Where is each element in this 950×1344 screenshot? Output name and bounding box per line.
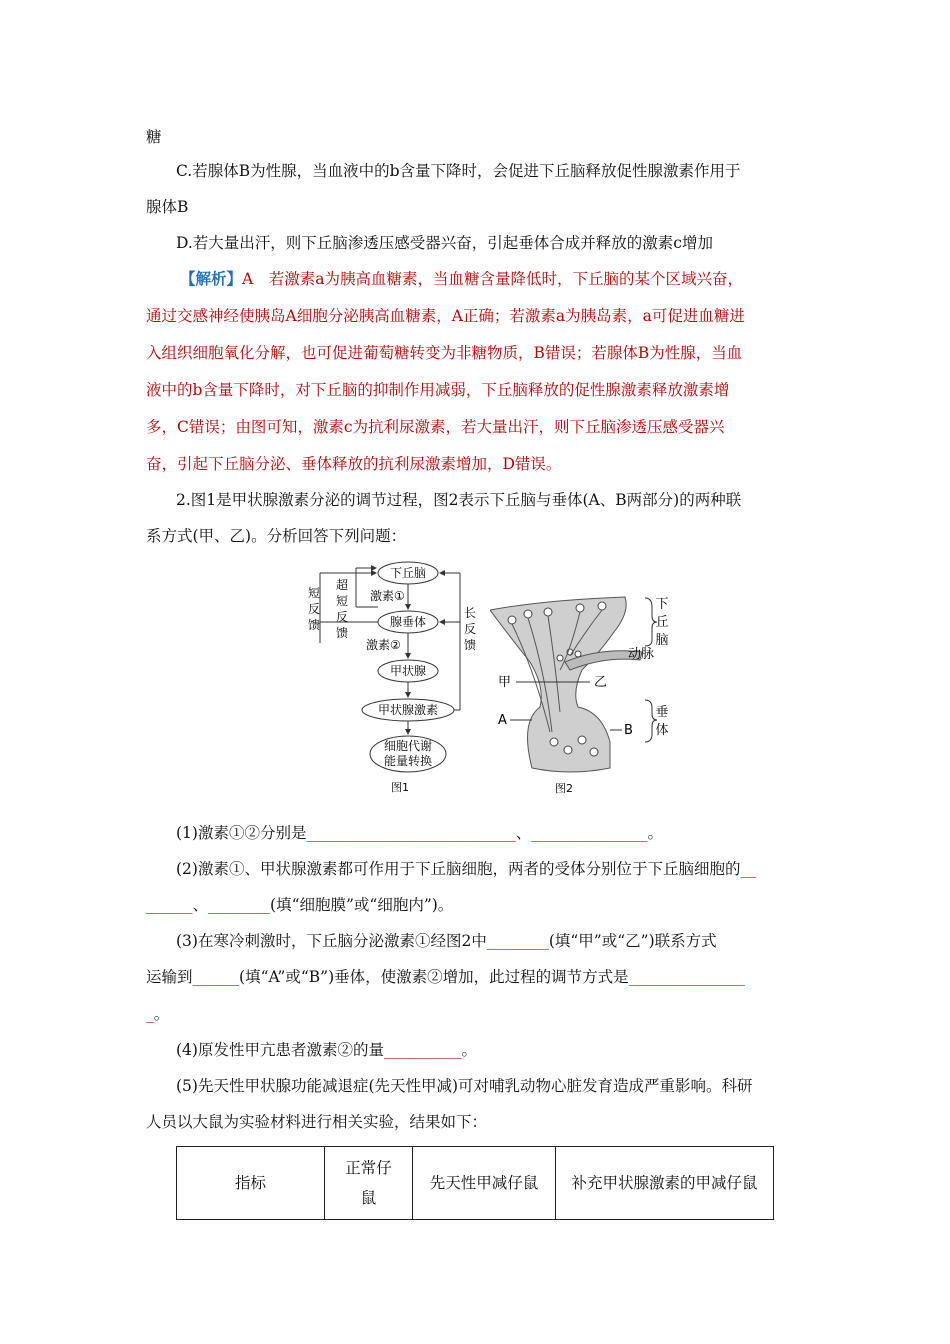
punctuation: 。	[647, 824, 663, 842]
question-text: 系方式(甲、乙)。分析回答下列问题：	[146, 527, 407, 545]
label-pit-2: 体	[655, 723, 669, 738]
label-ultra-fb-4: 馈	[335, 626, 349, 640]
label-short-fb-1: 短	[307, 586, 321, 600]
sub-question-text: (填“A”或“B”)垂体，使激素②增加，此过程的调节方式是	[239, 968, 629, 986]
answer-blank[interactable]: ________	[208, 896, 271, 914]
analysis-text: A 若激素a为胰高血糖素，当血糖含量降低时，下丘脑的某个区域兴奋，	[242, 270, 743, 288]
label-short-fb-3: 馈	[307, 618, 321, 632]
label-ultra-fb-2: 短	[335, 594, 349, 608]
sub-question-4	[176, 1040, 477, 1060]
label-ultra-fb-3: 反	[335, 610, 349, 624]
node-cell-label-1: 细胞代谢	[383, 739, 433, 753]
separator: 、	[192, 896, 209, 914]
sub-question-2a	[176, 859, 756, 879]
analysis-line: 奋，引起下丘脑分泌、垂体释放的抗利尿激素增加，D错误。	[146, 455, 562, 473]
figure-1-diagram	[300, 555, 480, 800]
answer-blank[interactable]: _______________	[531, 824, 648, 842]
analysis-line: 多，C错误；由图可知，激素c为抗利尿激素，若大量出汗，则下丘脑渗透压感受器兴	[146, 418, 725, 436]
sub-question-text: (1)激素①②分别是	[176, 824, 307, 842]
label-hypo-1: 下	[655, 597, 669, 612]
text-line: 糖	[146, 128, 162, 146]
label-long-fb-1: 长	[463, 606, 477, 620]
label-ultra-fb-1: 超	[335, 578, 349, 592]
analysis-line	[180, 269, 743, 289]
sub-question-3b	[146, 967, 745, 987]
header-line: 鼠	[360, 1189, 377, 1207]
sub-question-5b: 人员以大鼠为实验材料进行相关实验，结果如下：	[146, 1113, 488, 1131]
label-hypo-2: 丘	[655, 615, 669, 630]
results-table	[176, 1146, 774, 1220]
separator: 、	[515, 824, 532, 842]
sub-question-5a: (5)先天性甲状腺功能减退症(先天性甲减)可对哺乳动物心脏发育造成严重影响。科研	[176, 1077, 753, 1095]
analysis-line: 液中的b含量下降时，对下丘脑的抑制作用减弱，下丘脑释放的促性腺激素释放激素增	[146, 381, 730, 399]
punctuation: 。	[153, 1005, 170, 1023]
node-thyroid-hormone-label: 甲状腺激素	[377, 703, 439, 717]
label-artery: 动脉	[628, 647, 655, 662]
sub-question-1	[176, 823, 663, 843]
table-header-cell: 指标	[177, 1147, 325, 1220]
text-line: C.若腺体B为性腺，当血液中的b含量下降时，会促进下丘脑释放促性腺激素作用于	[176, 162, 741, 180]
sub-question-text: (2)激素①、甲状腺激素都可作用于下丘脑细胞，两者的受体分别位于下丘脑细胞的	[176, 860, 741, 878]
analysis-tag: 【解析】	[180, 269, 243, 288]
answer-blank[interactable]: ______	[146, 896, 193, 914]
label-b: B	[624, 723, 633, 738]
answer-blank[interactable]: __	[740, 860, 756, 878]
figure-2-diagram	[490, 592, 690, 802]
figure-1-caption: 图1	[391, 781, 409, 794]
node-hypothalamus-label: 下丘脑	[389, 566, 427, 580]
punctuation: 。	[461, 1041, 477, 1059]
table-header-cell: 补充甲状腺激素的甲减仔鼠	[556, 1147, 774, 1220]
answer-blank[interactable]: ______	[192, 968, 240, 986]
sub-question-text: (3)在寒冷刺激时，下丘脑分泌激素①经图2中	[176, 932, 487, 950]
answer-blank[interactable]: _______________	[628, 968, 745, 986]
label-yi: 乙	[594, 675, 608, 690]
label-a: A	[498, 713, 507, 728]
answer-blank[interactable]: ________	[486, 932, 549, 950]
node-pituitary-label: 腺垂体	[389, 615, 427, 629]
sub-question-text: (4)原发性甲亢患者激素②的量	[176, 1041, 384, 1059]
analysis-line: 通过交感神经使胰岛A细胞分泌胰高血糖素，A正确；若激素a为胰岛素，a可促进血糖进	[146, 307, 745, 325]
label-hormone-2: 激素②	[366, 638, 401, 652]
sub-question-text: 运输到	[146, 968, 193, 986]
node-cell-label-2: 能量转换	[383, 754, 433, 768]
sub-question-text: (填“细胞膜”或“细胞内”)。	[270, 896, 454, 914]
label-short-fb-2: 反	[307, 602, 321, 616]
label-hypo-3: 脑	[655, 633, 669, 648]
sub-question-text: (填“甲”或“乙”)联系方式	[548, 932, 717, 950]
header-line: 正常仔	[345, 1159, 392, 1177]
label-pit-1: 垂	[655, 705, 669, 720]
text-line: 腺体B	[146, 198, 189, 216]
label-jia: 甲	[498, 675, 512, 690]
label-long-fb-2: 反	[463, 622, 477, 636]
label-hormone-1: 激素①	[370, 589, 405, 603]
answer-blank[interactable]: _	[146, 1005, 154, 1023]
answer-blank[interactable]: ___________________________	[306, 824, 516, 842]
node-thyroid-label: 甲状腺	[389, 664, 427, 678]
answer-blank[interactable]: __________	[383, 1041, 462, 1059]
question-text: 2.图1是甲状腺激素分泌的调节过程，图2表示下丘脑与垂体(A、B两部分)的两种联	[176, 491, 742, 509]
sub-question-3c	[146, 1004, 169, 1024]
text-line: D.若大量出汗，则下丘脑渗透压感受器兴奋，引起垂体合成并释放的激素c增加	[176, 234, 713, 252]
label-long-fb-3: 馈	[463, 638, 477, 652]
table-header-row	[177, 1147, 774, 1220]
analysis-line: 入组织细胞氧化分解，也可促进葡萄糖转变为非糖物质，B错误；若腺体B为性腺，当血	[146, 344, 743, 362]
sub-question-2b	[146, 895, 453, 915]
figure-2-caption: 图2	[555, 782, 573, 795]
sub-question-3a	[176, 931, 717, 951]
table-header-cell	[325, 1147, 413, 1220]
table-header-cell: 先天性甲减仔鼠	[413, 1147, 556, 1220]
